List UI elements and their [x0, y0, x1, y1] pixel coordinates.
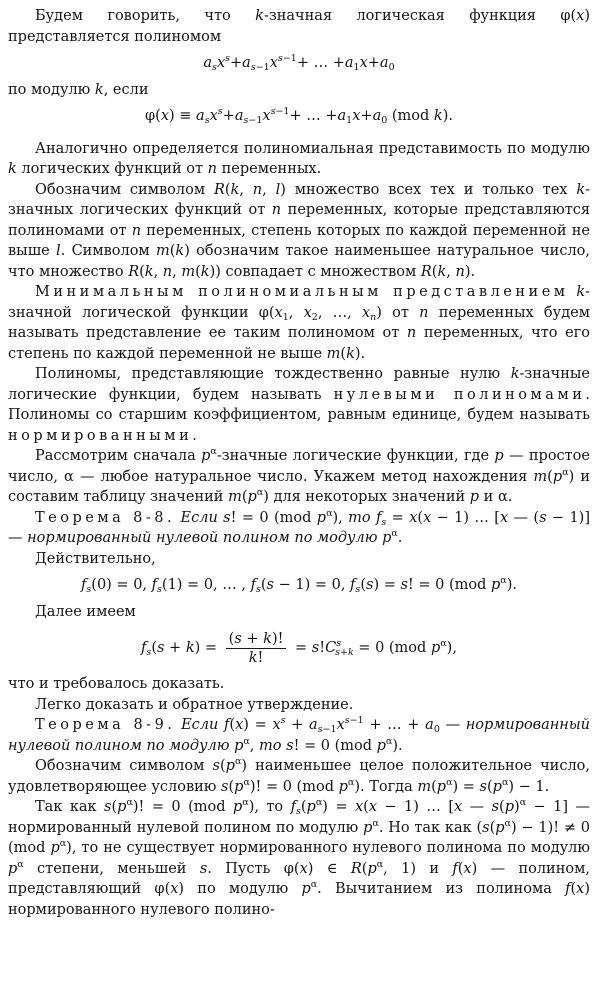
paragraph: Действительно,: [35, 550, 156, 567]
theorem-8-9: Теорема 8-9. Если $f(x) = x^s + a_{s-1}x^{s-1}$ + … + $a_0$ — нормированный нулевой полином по модулю $p^\alpha$, то s! = 0 (mod $p^\alpha$).: [8, 715, 591, 754]
equation-polynomial: $a_sx^s+a_{s-1}x^{s-1}+$ … $+a_1x+a_0$: [203, 53, 395, 73]
paragraph: Обозначим символом $s(p^\alpha)$ наименьшее целое положительное число, удовлетворяющее условию $s(p^\alpha)$! = 0 (mod $p^\alpha$). Тогда $m(p^\alpha) = s(p^\alpha) - 1$.: [8, 756, 590, 795]
paragraph: Легко доказать и обратное утверждение.: [35, 696, 354, 713]
theorem-label: Теорема 8-8.: [35, 509, 176, 526]
equation-binomial: $f_s(s + k)$ = $\frac{(s + k)!}{k!}$ = $s!C^s_{s+k} = 0$ (mod $p^\alpha$),: [141, 630, 457, 666]
paragraph: Будем говорить, что k-значная логическая функция φ(x) представляется полиномом: [8, 8, 590, 45]
paragraph: Обозначим символом R(k, n, l) множество всех тех и только тех k-значных логических функций от n переменных, которые представляются полиномами от n переменных, степень которых по каждой переменной не выше l. Символом m(k) обозначим такое наименьшее натуральное число, что множество R(k, n, m(k)) совпадает с множеством R(k, n).: [8, 181, 591, 280]
paragraph-definition-minimal: Минимальным полиномиальным представлением k-значной логической функции $\varphi(x_1$, $x_2$, …, $x_n$) от n переменных будем называть представление ее таким полиномом от n переменных, что его степень по каждой переменной не выше m(k).: [8, 284, 591, 362]
paragraph: Аналогично определяется полиномиальная представимость по модулю k логических функций от n переменных.: [8, 140, 590, 177]
paragraph: Рассмотрим сначала $p^\alpha$-значные логические функции, где p — простое число, α — любое натуральное число. Укажем метод нахождения $m(p^\alpha)$ и составим таблицу значений $m(p^\alpha)$ для некоторых значений p и α.: [8, 446, 591, 505]
equation-representation: $\varphi(x) \equiv a_sx^s+a_{s-1}x^{s-1}+$ … $+a_1x+a_0$ (mod k).: [145, 106, 453, 126]
theorem-8-8: Теорема 8-8. Если s! = 0 (mod $p^\alpha$), то $f_s = x(x - 1)$ … [x — (s − 1)] — нормированный нулевой полином по модулю $p^\alpha$.: [8, 507, 590, 546]
paragraph-definition-zero: Полиномы, представляющие тождественно равные нулю k-значные логические функции, будем называть нулевыми полиномами. Полиномы со старшим коэффициентом, равным единице, будем называть нормированными.: [8, 366, 591, 444]
paragraph: что и требовалось доказать.: [8, 676, 225, 692]
book-page: [8, 6, 590, 920]
paragraph: по модулю k, если: [8, 81, 149, 98]
paragraph: Так как $s(p^\alpha)$! = 0 (mod $p^\alpha$), то $f_s(p^\alpha) = x(x - 1)$ … [x — $s(p)^\alpha - 1$] — нормированный нулевой полином по модулю $p^\alpha$. Но так как $(s(p^\alpha) - 1)$! ≠ 0 (mod $p^\alpha$), то не существует нормированного нулевого полинома по модулю $p^\alpha$ степени, меньшей s. Пусть φ(x) ∈ $R(p^\alpha$, 1) и f(x) — полином, представляющий φ(x) по модулю $p^\alpha$. Вычитанием из полинома f(x) нормированного нулевого полино-: [8, 797, 591, 918]
paragraph: Далее имеем: [35, 603, 136, 620]
theorem-label: Теорема 8-9.: [35, 717, 176, 733]
equation-values: $f_s(0) = 0$, $f_s(1) = 0$, … , $f_s(s - 1) = 0$, $f_s(s) = s$! = 0 (mod $p^\alpha$).: [81, 575, 517, 595]
